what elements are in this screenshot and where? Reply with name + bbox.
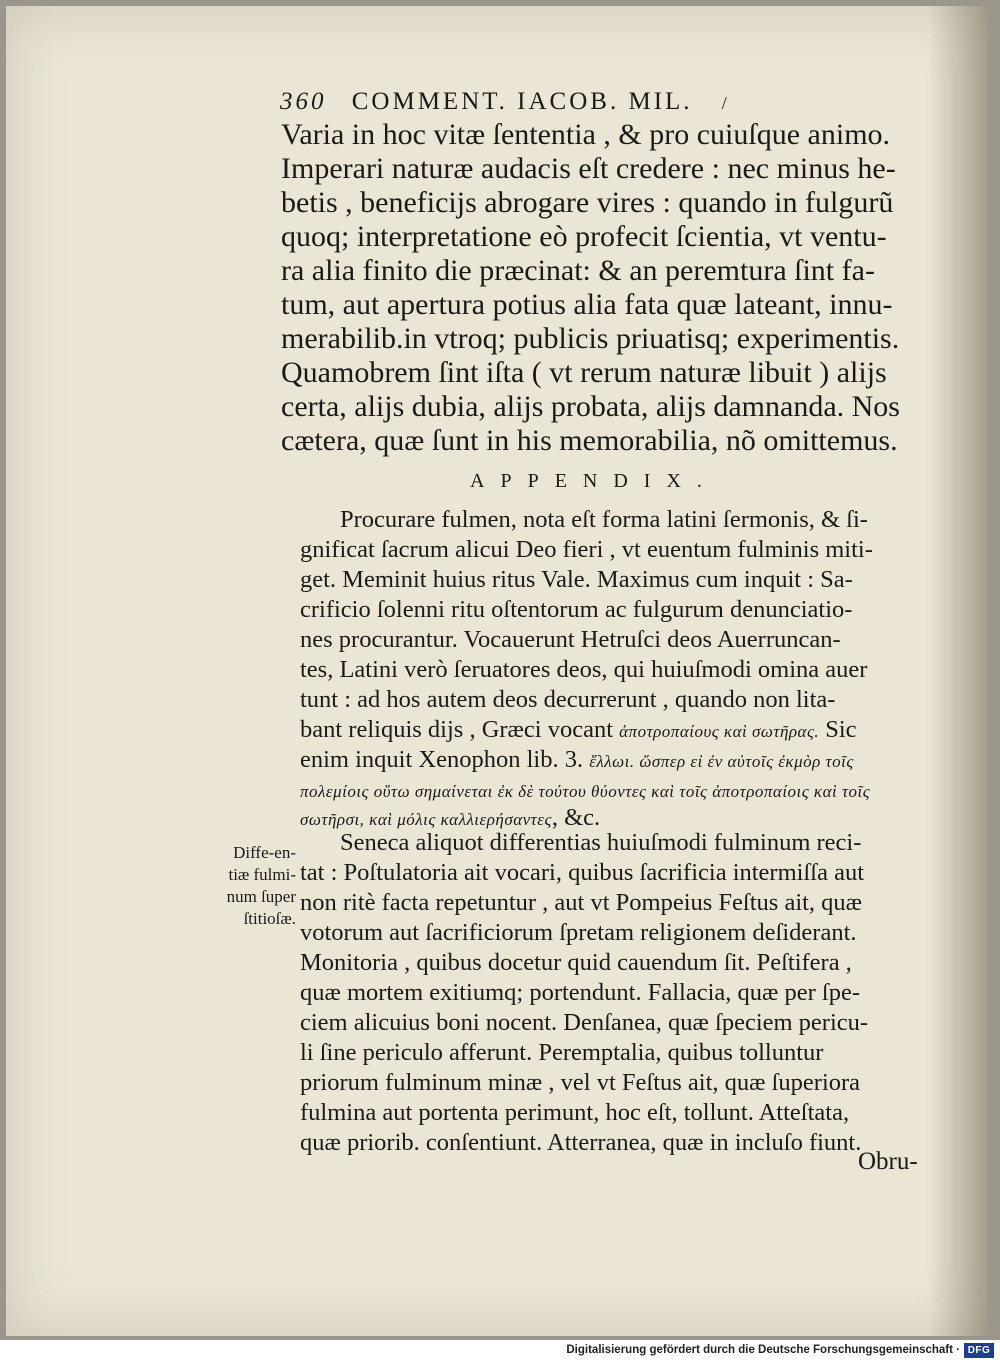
text-line: tes, Latini verò ſeruatores deos, qui huiuſmodi omina auer xyxy=(300,656,868,683)
catchword: Obru- xyxy=(858,1148,918,1175)
text-line: quoq; interpretatione eò profecit ſcientia, vt ventu- xyxy=(281,220,887,253)
text-line xyxy=(300,715,857,747)
text-line: cætera, quæ ſunt in his memorabilia, nõ omittemus. xyxy=(281,424,898,457)
text-line: certa, alijs dubia, alijs probata, alijs damnanda. Nos xyxy=(281,390,900,423)
page-number: 360 xyxy=(280,88,327,115)
marginal-line: Diffe-en- xyxy=(233,843,296,862)
text-line: Imperari naturæ audacis eſt credere : nec minus he- xyxy=(281,152,896,185)
running-head xyxy=(280,88,900,116)
text-line: tunt : ad hos autem deos decurrerunt , quando non lita- xyxy=(300,686,836,713)
text-line: Quamobrem ſint iſta ( vt rerum naturæ libuit ) alijs xyxy=(281,356,887,389)
greek-phrase: ἕλλωι. ὥσπερ εἰ ἐν αὐτοῖς ἐκμὸρ τοῖς xyxy=(589,752,854,771)
text-line: betis , beneficijs abrogare vires : quando in fulgurũ xyxy=(281,186,894,219)
marginal-line: tiæ fulmi- xyxy=(228,865,296,884)
text-line: votorum aut ſacrificiorum ſpretam religionem deſiderant. xyxy=(300,919,857,946)
footer-bar xyxy=(0,1340,1000,1362)
text-line: ra alia finito die præcinat: & an peremtura ſint fa- xyxy=(281,254,875,287)
text-line: ciem alicuius boni nocent. Denſanea, quæ ſpeciem pericu- xyxy=(300,1009,869,1036)
text-line: non ritè facta repetuntur , aut vt Pompeius Feſtus ait, quæ xyxy=(300,889,863,916)
marginal-line: num ſuper xyxy=(226,887,296,906)
text-line: priorum fulminum minæ , vel vt Feſtus ait, quæ ſuperiora xyxy=(300,1069,861,1096)
text-line xyxy=(300,745,854,777)
text-fragment: enim inquit Xenophon lib. 3. xyxy=(300,746,584,773)
text-line: li ſine periculo afferunt. Peremptalia, quibus tolluntur xyxy=(300,1039,824,1066)
text-fragment: , &c. xyxy=(551,804,601,831)
text-line: tat : Poſtulatoria ait vocari, quibus ſacrificia intermiſſa aut xyxy=(300,859,865,886)
marginal-note xyxy=(196,842,296,930)
text-fragment: Sic xyxy=(825,716,857,743)
greek-phrase: ἀποτροπαίους καὶ σωτῆρας. xyxy=(619,722,820,741)
text-line: quæ mortem exitiumq; portendunt. Fallacia, quæ per ſpe- xyxy=(300,979,860,1006)
text-line: tum, aut apertura potius alia fata quæ lateant, innu- xyxy=(281,288,893,321)
text-line: fulmina aut portenta perimunt, hoc eſt, tollunt. Atteſtata, xyxy=(300,1099,850,1126)
funding-credit: Digitalisierung gefördert durch die Deutsche Forschungsgemeinschaft · xyxy=(566,1344,960,1356)
text-fragment: bant reliquis dijs , Græci vocant xyxy=(300,716,613,743)
greek-phrase: σωτῆρσι, καὶ μόλις καλλιερήσαντες xyxy=(300,810,552,829)
dfg-logo: DFG xyxy=(964,1343,994,1358)
signature-mark: / xyxy=(721,93,730,113)
text-line: Seneca aliquot differentias huiuſmodi fulminum reci- xyxy=(340,829,862,856)
marginal-line: ſtitioſæ. xyxy=(243,909,296,928)
text-line: get. Meminit huius ritus Vale. Maximus cum inquit : Sa- xyxy=(300,566,853,593)
appendix-heading: APPENDIX. xyxy=(470,470,718,492)
text-line: gnificat ſacrum alicui Deo fieri , vt euentum fulminis miti- xyxy=(300,536,873,563)
text-line: crificio ſolenni ritu oſtentorum ac fulgurum denunciatio- xyxy=(300,596,853,623)
text-line: Procurare fulmen, nota eſt forma latini ſermonis, & ſi- xyxy=(340,506,868,533)
text-line: Varia in hoc vitæ ſententia , & pro cuiuſque animo. xyxy=(281,118,891,151)
text-line: Monitoria , quibus docetur quid cauendum ſit. Peſtifera , xyxy=(300,949,852,976)
text-line: nes procurantur. Vocauerunt Hetruſci deos Auerruncan- xyxy=(300,626,841,653)
running-title: COMMENT. IACOB. MIL. xyxy=(351,88,693,115)
gutter-shadow xyxy=(928,6,988,1336)
text-line: quæ priorib. conſentiunt. Atterranea, quæ in incluſo fiunt. xyxy=(300,1129,862,1156)
greek-phrase: πολεμίοις οὕτω σημαίνεται ἐκ δὲ τούτου θύοντες καὶ τοῖς ἀποτροπαίοις καὶ τοῖς xyxy=(300,782,871,801)
text-line: merabilib.in vtroq; publicis priuatisq; experimentis. xyxy=(281,322,900,355)
